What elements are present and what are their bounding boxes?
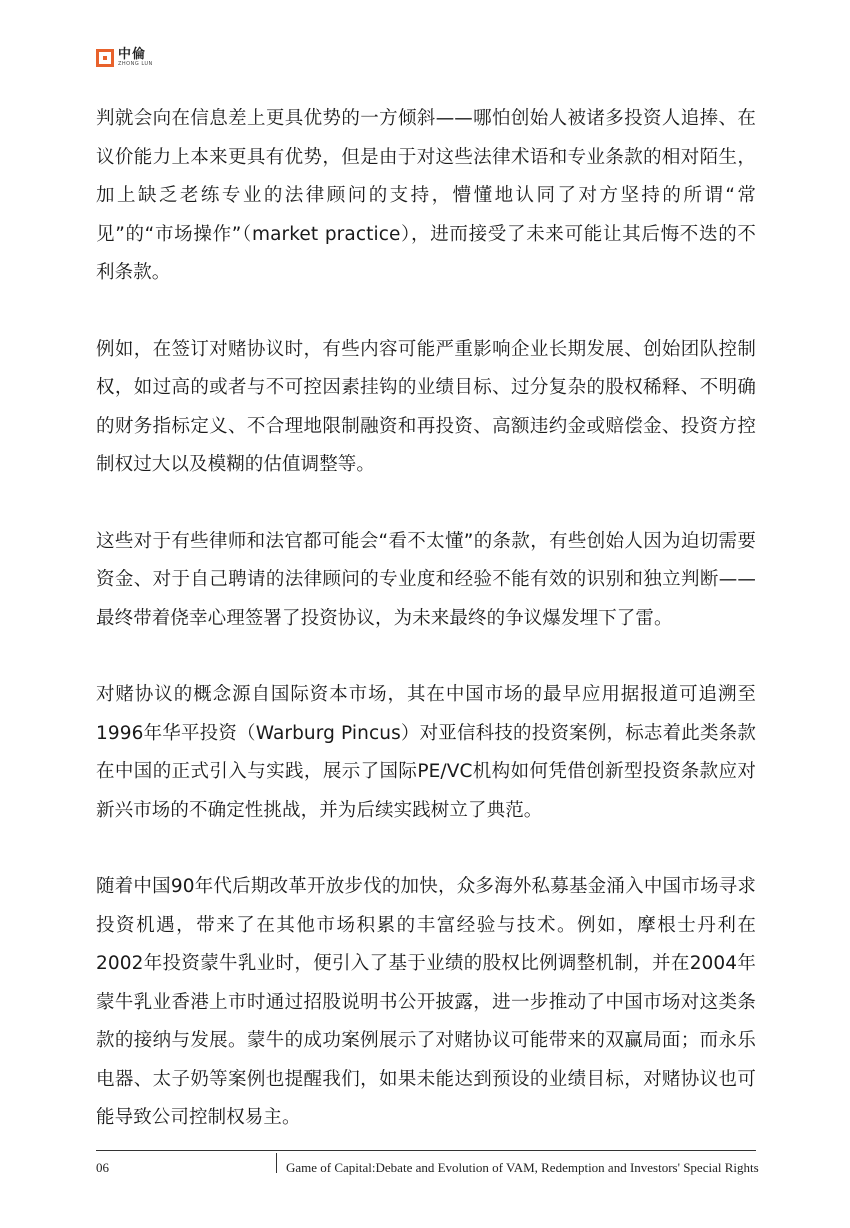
page-number: 06 xyxy=(96,1160,109,1175)
paragraph: 判就会向在信息差上更具优势的一方倾斜——哪怕创始人被诸多投资人追捧、在议价能力上本来更具有优势，但是由于对这些法律术语和专业条款的相对陌生，加上缺乏老练专业的法律顾问的支持，懵懂地认同了对方坚持的所谓“常见”的“市场操作”（market practice），进而接受了未来可能让其后悔不迭的不利条款。 xyxy=(96,108,756,283)
paragraph: 对赌协议的概念源自国际资本市场，其在中国市场的最早应用据报道可追溯至1996年华平投资（Warburg Pincus）对亚信科技的投资案例，标志着此类条款在中国的正式引入与实践，展示了国际PE/VC机构如何凭借创新型投资条款应对新兴市场的不确定性挑战，并为后续实践树立了典范。 xyxy=(96,684,756,821)
paragraph: 这些对于有些律师和法官都可能会“看不太懂”的条款，有些创始人因为迫切需要资金、对于自己聘请的法律顾问的专业度和经验不能有效的识别和独立判断——最终带着侥幸心理签署了投资协议，为未来最终的争议爆发埋下了雷。 xyxy=(96,530,756,629)
company-logo xyxy=(96,48,153,67)
footer-rule xyxy=(96,1150,756,1151)
footer-divider xyxy=(276,1153,277,1173)
logo-icon xyxy=(96,49,114,67)
paragraph: 随着中国90年代后期改革开放步伐的加快，众多海外私募基金涌入中国市场寻求投资机遇，带来了在其他市场积累的丰富经验与技术。例如，摩根士丹利在2002年投资蒙牛乳业时，便引入了基于业绩的股权比例调整机制，并在2004年蒙牛乳业香港上市时通过招股说明书公开披露，进一步推动了中国市场对这类条款的接纳与发展。蒙牛的成功案例展示了对赌协议可能带来的双赢局面；而永乐电器、太子奶等案例也提醒我们，如果未能达到预设的业绩目标，对赌协议也可能导致公司控制权易主。 xyxy=(96,876,756,1128)
logo-text xyxy=(118,48,153,67)
body-text xyxy=(96,100,759,1176)
footer-title: Game of Capital:Debate and Evolution of VAM, Redemption and Investors' Special Rights xyxy=(286,1160,759,1175)
logo-chinese-name: 中倫 xyxy=(118,47,147,62)
logo-english-name: ZHONG LUN xyxy=(118,61,153,67)
paragraph: 例如，在签订对赌协议时，有些内容可能严重影响企业长期发展、创始团队控制权，如过高的或者与不可控因素挂钩的业绩目标、过分复杂的股权稀释、不明确的财务指标定义、不合理地限制融资和再投资、高额违约金或赔偿金、投资方控制权过大以及模糊的估值调整等。 xyxy=(96,338,756,475)
